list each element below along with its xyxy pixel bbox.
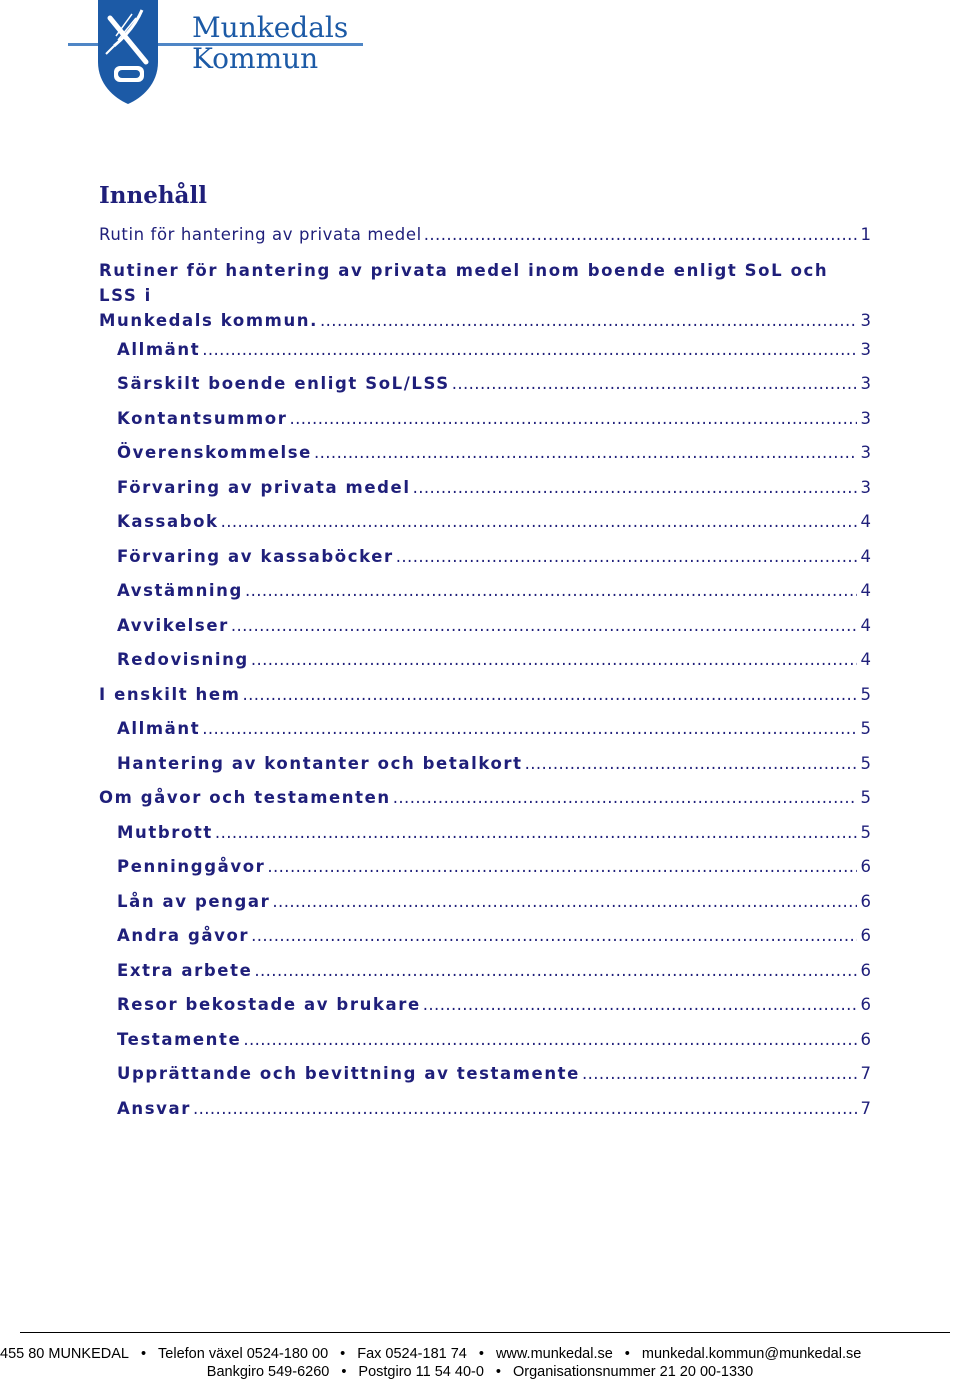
footer-separator: • bbox=[341, 1364, 347, 1380]
toc-entry-page: 5 bbox=[860, 684, 871, 704]
toc-leader-dots bbox=[289, 402, 856, 437]
toc-entry-label: Extra arbete bbox=[117, 960, 253, 980]
toc-entry-label: Avvikelser bbox=[117, 615, 229, 635]
table-of-contents bbox=[99, 180, 871, 1126]
footer-separator: • bbox=[495, 1364, 501, 1380]
toc-entry-page: 4 bbox=[860, 650, 871, 669]
toc-entry-page: 3 bbox=[860, 443, 871, 462]
logo-line1: Munkedals bbox=[192, 11, 349, 44]
toc-entry-page: 5 bbox=[860, 822, 871, 842]
footer-separator: • bbox=[624, 1346, 630, 1362]
toc-entry-level2[interactable] bbox=[99, 643, 871, 678]
footer-separator: • bbox=[478, 1346, 484, 1362]
toc-entry-label: Lån av pengar bbox=[117, 891, 271, 911]
toc-entry-level2[interactable] bbox=[99, 1023, 871, 1058]
toc-entry-page: 5 bbox=[860, 719, 871, 738]
municipality-logo bbox=[68, 0, 368, 108]
toc-entry-page: 6 bbox=[860, 926, 871, 945]
toc-leader-dots bbox=[525, 747, 857, 782]
footer-fax: Fax 0524-181 74 bbox=[357, 1346, 467, 1362]
toc-entry-label: Förvaring av privata medel bbox=[117, 477, 411, 497]
toc-entry-page: 5 bbox=[860, 753, 871, 773]
toc-leader-dots bbox=[393, 781, 857, 816]
toc-entry-level1[interactable] bbox=[99, 781, 871, 816]
toc-leader-dots bbox=[221, 505, 857, 540]
toc-leader-dots bbox=[251, 919, 856, 954]
toc-leader-dots bbox=[231, 609, 857, 644]
footer-finance-line bbox=[0, 1364, 960, 1380]
toc-entry-page: 3 bbox=[860, 310, 871, 330]
toc-entry-label: Upprättande och bevittning av testamente bbox=[117, 1064, 580, 1083]
toc-leader-dots bbox=[202, 712, 856, 747]
footer-email-link[interactable]: munkedal.kommun@munkedal.se bbox=[641, 1346, 862, 1362]
toc-entry-label: Ansvar bbox=[117, 1098, 191, 1118]
toc-entry-page: 3 bbox=[860, 339, 871, 359]
toc-entry-level2[interactable] bbox=[99, 333, 871, 368]
toc-entry-level2[interactable] bbox=[99, 816, 871, 851]
toc-entry-label: Överenskommelse bbox=[117, 443, 312, 462]
toc-entry-level2[interactable] bbox=[99, 540, 871, 575]
footer-separator: • bbox=[340, 1346, 346, 1362]
toc-leader-dots bbox=[243, 678, 857, 713]
toc-entry-level2[interactable] bbox=[99, 954, 871, 989]
toc-leader-dots bbox=[314, 436, 857, 471]
logo-wordmark bbox=[192, 12, 348, 74]
toc-entry-label-line2: Munkedals kommun. bbox=[99, 310, 319, 330]
toc-entry-page: 1 bbox=[860, 225, 871, 244]
logo-line2: Kommun bbox=[192, 42, 319, 75]
toc-entry-label: Avstämning bbox=[117, 581, 243, 600]
toc-entry-level2[interactable] bbox=[99, 402, 871, 437]
toc-entry-label: I enskilt hem bbox=[99, 684, 241, 704]
toc-entry-label: Förvaring av kassaböcker bbox=[117, 546, 394, 566]
toc-entry-page: 4 bbox=[860, 615, 871, 635]
toc-leader-dots bbox=[267, 850, 856, 885]
toc-entry-level2[interactable] bbox=[99, 609, 871, 644]
toc-entry-label: Redovisning bbox=[117, 650, 249, 669]
toc-leader-dots bbox=[245, 574, 857, 609]
toc-entry-level2[interactable] bbox=[99, 712, 871, 747]
toc-leader-dots bbox=[243, 1023, 856, 1058]
toc-entry-label: Rutin för hantering av privata medel bbox=[99, 225, 422, 244]
toc-entry-label: Allmänt bbox=[117, 719, 201, 738]
toc-entry-level2[interactable] bbox=[99, 574, 871, 609]
toc-leader-dots bbox=[215, 816, 857, 851]
toc-entry-level2[interactable] bbox=[99, 885, 871, 920]
footer-contact-line bbox=[0, 1346, 960, 1362]
footer-orgnr: Organisationsnummer 21 20 00-1330 bbox=[512, 1364, 754, 1380]
toc-leader-dots bbox=[254, 954, 856, 989]
footer-phone: Telefon växel 0524-180 00 bbox=[158, 1346, 329, 1362]
toc-entry-page: 5 bbox=[860, 788, 871, 807]
toc-entry-page: 6 bbox=[860, 1029, 871, 1049]
toc-entry-page: 6 bbox=[860, 891, 871, 911]
toc-leader-dots bbox=[396, 540, 857, 575]
toc-entry-level2[interactable] bbox=[99, 471, 871, 506]
toc-leader-dots bbox=[452, 367, 857, 402]
toc-title: Innehåll bbox=[99, 182, 207, 209]
toc-entry-page: 7 bbox=[860, 1098, 871, 1118]
toc-leader-dots bbox=[413, 471, 857, 506]
toc-entry-level2[interactable] bbox=[99, 747, 871, 782]
toc-entry-label: Testamente bbox=[117, 1029, 242, 1049]
toc-leader-dots bbox=[424, 218, 857, 253]
toc-entry-page: 6 bbox=[860, 995, 871, 1014]
toc-entry-label: Hantering av kontanter och betalkort bbox=[117, 753, 523, 773]
toc-entry-page: 6 bbox=[860, 857, 871, 876]
toc-leader-dots bbox=[423, 988, 857, 1023]
toc-leader-dots bbox=[251, 643, 857, 678]
toc-entry-level1[interactable] bbox=[99, 253, 871, 333]
coat-of-arms-icon bbox=[96, 0, 160, 104]
toc-leader-dots bbox=[320, 308, 856, 333]
footer-web-link[interactable]: www.munkedal.se bbox=[495, 1346, 613, 1362]
toc-entry-page: 6 bbox=[860, 960, 871, 980]
footer-rule bbox=[20, 1332, 950, 1333]
toc-leader-dots bbox=[202, 333, 856, 368]
toc-entry-level2[interactable] bbox=[99, 505, 871, 540]
toc-entry-level1[interactable] bbox=[99, 218, 871, 253]
toc-entry-page: 3 bbox=[860, 374, 871, 393]
toc-entry-level2[interactable] bbox=[99, 919, 871, 954]
toc-leader-dots bbox=[193, 1092, 857, 1127]
toc-entry-label: Kontantsummor bbox=[117, 408, 288, 428]
toc-entry-level2[interactable] bbox=[99, 988, 871, 1023]
toc-entry-label: Allmänt bbox=[117, 339, 201, 359]
footer-bankgiro: Bankgiro 549-6260 bbox=[206, 1364, 330, 1380]
toc-entry-label: Andra gåvor bbox=[117, 926, 250, 945]
toc-entry-label: Särskilt boende enligt SoL/LSS bbox=[117, 374, 450, 393]
footer-separator: • bbox=[140, 1346, 147, 1362]
toc-entry-level2[interactable] bbox=[99, 367, 871, 402]
footer-postgiro: Postgiro 11 54 40-0 bbox=[358, 1364, 484, 1380]
toc-entry-level2[interactable] bbox=[99, 1092, 871, 1127]
toc-entry-level2[interactable] bbox=[99, 436, 871, 471]
toc-entry-page: 3 bbox=[860, 408, 871, 428]
toc-entry-page: 3 bbox=[860, 477, 871, 497]
toc-entry-label: Penninggåvor bbox=[117, 857, 266, 876]
toc-leader-dots bbox=[272, 885, 856, 920]
toc-entry-level2[interactable] bbox=[99, 850, 871, 885]
toc-entry-level1[interactable] bbox=[99, 678, 871, 713]
toc-entry-label: Om gåvor och testamenten bbox=[99, 788, 391, 807]
toc-entry-page: 7 bbox=[860, 1064, 871, 1083]
footer-address: 455 80 MUNKEDAL bbox=[0, 1346, 129, 1362]
toc-entry-label: Kassabok bbox=[117, 512, 219, 531]
toc-entry-label-line1: Rutiner för hantering av privata medel inom boende enligt SoL och LSS i bbox=[99, 260, 829, 305]
toc-entry-level2[interactable] bbox=[99, 1057, 871, 1092]
toc-entry-label: Mutbrott bbox=[117, 822, 213, 842]
toc-entry-page: 4 bbox=[860, 512, 871, 531]
toc-entry-page: 4 bbox=[860, 581, 871, 600]
toc-entry-label: Resor bekostade av brukare bbox=[117, 995, 421, 1014]
toc-entry-page: 4 bbox=[860, 546, 871, 566]
toc-leader-dots bbox=[582, 1057, 857, 1092]
